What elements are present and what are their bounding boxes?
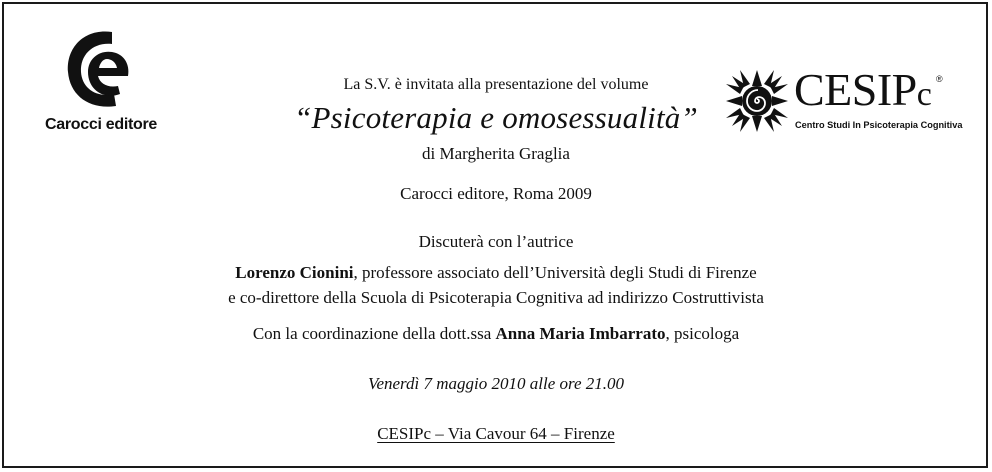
coordination-line: [0, 324, 992, 344]
event-venue: CESIPc – Via Cavour 64 – Firenze: [377, 424, 615, 443]
speaker-role: , professore associato dell’Università degli Studi di Firenze: [353, 263, 757, 282]
speaker-line: [0, 263, 992, 283]
discuss-line: Discuterà con l’autrice: [418, 232, 574, 251]
registered-mark: ®: [936, 74, 943, 84]
cesip-logo-subtitle: Centro Studi In Psicoterapia Cognitiva: [795, 120, 963, 130]
cesip-logo-text: CESIPc: [794, 64, 932, 115]
coordination-prefix: Con la coordinazione della dott.ssa: [252, 324, 496, 343]
speaker-role-line-2: e co-direttore della Scuola di Psicoterapia Cognitiva ad indirizzo Costruttivista: [228, 288, 764, 307]
invited-line: La S.V. è invitata alla presentazione del volume: [343, 76, 649, 93]
coordinator-role: , psicologa: [665, 324, 740, 343]
book-title: “Psicoterapia e omosessualità”: [294, 100, 698, 135]
carocci-logo-text: Carocci editore: [45, 116, 157, 133]
speaker-name: Lorenzo Cionini: [235, 263, 354, 282]
event-date: Venerdì 7 maggio 2010 alle ore 21.00: [367, 374, 625, 393]
coordinator-name: Anna Maria Imbarrato: [495, 324, 666, 343]
publisher-line: Carocci editore, Roma 2009: [400, 184, 592, 203]
author-line: di Margherita Graglia: [422, 144, 570, 163]
